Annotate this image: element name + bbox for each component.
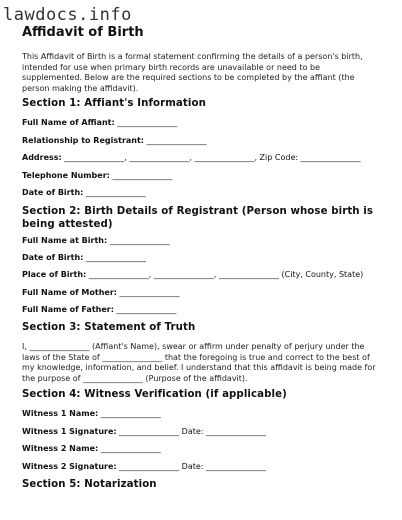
field-place-of-birth bbox=[22, 270, 363, 280]
blank-line[interactable]: _______________ bbox=[116, 305, 177, 314]
section-4-heading: Section 4: Witness Verification (if applicable) bbox=[22, 389, 287, 400]
section-1-heading: Section 1: Affiant's Information bbox=[22, 98, 206, 109]
blank-line[interactable]: _______________ bbox=[146, 136, 207, 145]
field-label: Witness 1 Name: bbox=[22, 409, 99, 418]
blank-line[interactable]: _______________ bbox=[85, 253, 146, 262]
field-label: Telephone Number: bbox=[22, 171, 110, 180]
field-affiant-dob bbox=[22, 188, 146, 198]
field-affiant-name bbox=[22, 118, 177, 128]
field-telephone bbox=[22, 171, 172, 181]
blank-line[interactable]: _______________ bbox=[85, 188, 146, 197]
blank-line[interactable]: _______________ Date: _______________ bbox=[119, 427, 267, 436]
blank-line[interactable]: _______________ bbox=[100, 409, 161, 418]
site-watermark: lawdocs.info bbox=[3, 5, 132, 25]
section-2-heading: Section 2: Birth Details of Registrant (Person whose birth is being attested) bbox=[22, 206, 374, 230]
blank-line[interactable]: _______________ bbox=[100, 444, 161, 453]
blank-line[interactable]: _______________ bbox=[117, 118, 178, 127]
blank-line[interactable]: _______________, _______________, _______________ (City, County, State) bbox=[88, 270, 364, 279]
section-5-heading: Section 5: Notarization bbox=[22, 479, 157, 490]
field-label: Witness 2 Signature: bbox=[22, 462, 117, 471]
field-label: Date of Birth: bbox=[22, 188, 84, 197]
field-label: Full Name of Mother: bbox=[22, 288, 117, 297]
field-relationship bbox=[22, 136, 207, 146]
blank-line[interactable]: _______________, _______________, _______________, Zip Code: _______________ bbox=[64, 153, 361, 162]
field-label: Relationship to Registrant: bbox=[22, 136, 145, 145]
section-3-heading: Section 3: Statement of Truth bbox=[22, 322, 196, 333]
field-father-name bbox=[22, 305, 176, 315]
blank-line[interactable]: _______________ Date: _______________ bbox=[119, 462, 267, 471]
blank-line[interactable]: _______________ bbox=[109, 236, 170, 245]
statement-of-truth-text: I, _______________ (Affiant's Name), swear or affirm under penalty of perjury under the laws of the State of _______________ that the foregoing is true and correct to the best of my knowledge, information, and belief. I understand that this affidavit is being made for the purpose of _______________ (Purpose of the affidavit). bbox=[22, 342, 376, 383]
blank-line[interactable]: _______________ bbox=[112, 171, 173, 180]
field-label: Witness 2 Name: bbox=[22, 444, 99, 453]
field-registrant-dob bbox=[22, 253, 146, 263]
field-label: Full Name of Father: bbox=[22, 305, 114, 314]
field-witness-1-name bbox=[22, 409, 161, 419]
document-title: Affidavit of Birth bbox=[22, 25, 144, 40]
field-witness-2-signature bbox=[22, 462, 266, 472]
intro-paragraph: This Affidavit of Birth is a formal statement confirming the details of a person's birth, intended for use when primary birth records are unavailable or need to be supplemented. Below are the required sections to be completed by the affiant (the person making the affidavit). bbox=[22, 52, 363, 93]
field-mother-name bbox=[22, 288, 180, 298]
field-label: Place of Birth: bbox=[22, 270, 87, 279]
field-label: Full Name of Affiant: bbox=[22, 118, 115, 127]
field-address bbox=[22, 153, 361, 163]
field-registrant-name bbox=[22, 236, 170, 246]
field-label: Witness 1 Signature: bbox=[22, 427, 117, 436]
field-label: Full Name at Birth: bbox=[22, 236, 108, 245]
field-label: Date of Birth: bbox=[22, 253, 84, 262]
field-label: Address: bbox=[22, 153, 62, 162]
blank-line[interactable]: _______________ bbox=[119, 288, 180, 297]
field-witness-1-signature bbox=[22, 427, 266, 437]
field-witness-2-name bbox=[22, 444, 161, 454]
